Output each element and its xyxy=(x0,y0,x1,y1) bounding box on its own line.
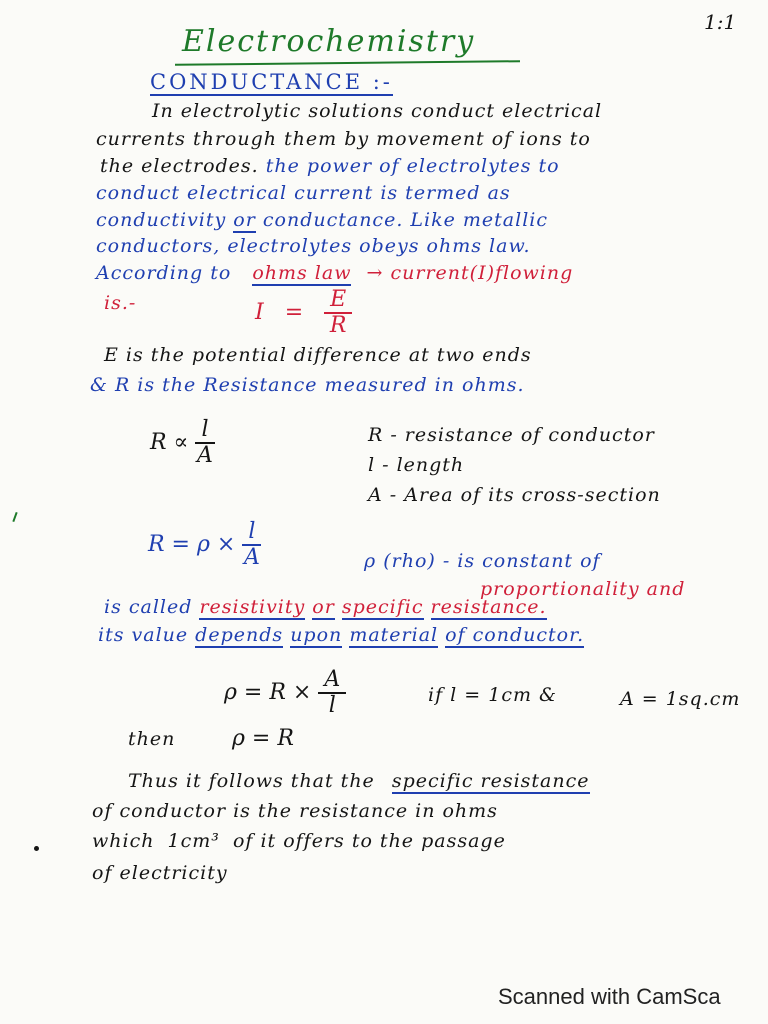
depends-term: depends xyxy=(195,624,284,646)
ohms-law-term: ohms law xyxy=(252,262,352,284)
condition-2: A = 1sq.cm xyxy=(620,688,741,710)
eq2-den: A xyxy=(243,545,260,571)
is-label: is.- xyxy=(104,292,137,314)
title-text: Electrochemistry xyxy=(182,24,476,59)
p1-line5 xyxy=(96,209,548,231)
according-to: According to xyxy=(96,262,232,284)
condition-1: if l = 1cm & xyxy=(428,684,557,706)
p3-line2 xyxy=(98,624,584,646)
eq2-lhs: R = ρ × xyxy=(148,532,236,558)
scanner-watermark: Scanned with CamSca xyxy=(498,984,721,1009)
p4-line2: of conductor is the resistance in ohms xyxy=(92,800,498,822)
page-number: 1:1 xyxy=(704,10,737,34)
of-conductor-term: of conductor. xyxy=(445,624,585,646)
offers-text: of it offers to the passage xyxy=(232,830,506,852)
eq1-den: R xyxy=(329,313,347,339)
eq3-num: A xyxy=(318,668,346,694)
conductivity-term: conductivity xyxy=(96,209,227,231)
p4-line4: of electricity xyxy=(92,862,228,884)
rho-def-line2: proportionality and xyxy=(480,578,686,600)
p1-line3 xyxy=(100,155,560,177)
bullet-dot xyxy=(34,846,39,851)
p1-line4: conduct electrical current is termed as xyxy=(96,182,511,204)
p1-line6: conductors, electrolytes obeys ohms law. xyxy=(96,235,531,257)
p2-line1: E is the potential difference at two ends xyxy=(104,344,532,366)
resistivity-formula xyxy=(224,668,346,718)
margin-mark xyxy=(12,512,17,522)
rho-def-line1: ρ (rho) - is constant of xyxy=(364,550,601,572)
material-term: material xyxy=(349,624,439,646)
resistance-formula xyxy=(148,520,261,570)
def-l: l - length xyxy=(368,454,465,476)
p1-line1: In electrolytic solutions conduct electrical xyxy=(152,100,603,122)
title-underline xyxy=(175,60,520,66)
current-flowing: → current(I)flowing xyxy=(366,262,574,284)
eq3-lhs: ρ = R × xyxy=(224,680,312,706)
eq3-den: l xyxy=(328,693,336,719)
prop-num: l xyxy=(195,418,214,444)
p1-line7 xyxy=(96,262,573,284)
conductance-term: conductance. Like metallic xyxy=(262,209,548,231)
page-title xyxy=(182,24,475,59)
its-value: its value xyxy=(98,624,189,646)
or-term-2: or xyxy=(312,596,335,618)
p2-line2: & R is the Resistance measured in ohms. xyxy=(90,374,525,396)
prop-lhs: R ∝ xyxy=(150,430,189,456)
specific-term: specific xyxy=(341,596,424,618)
resistivity-term: resistivity xyxy=(199,596,306,618)
def-r: R - resistance of conductor xyxy=(368,424,655,446)
ohms-law-equation xyxy=(255,288,352,338)
p4-line1 xyxy=(128,770,590,792)
cm3-term: 1cm³ xyxy=(167,830,220,852)
then-label: then xyxy=(128,728,176,750)
prop-den: A xyxy=(197,443,213,469)
p3-line1 xyxy=(104,596,547,618)
is-called: is called xyxy=(104,596,193,618)
p4-line3 xyxy=(92,830,506,852)
eq2-num: l xyxy=(242,520,261,546)
p1-line3-a: the electrodes. xyxy=(100,155,259,177)
p1-line3-b: the power of electrolytes to xyxy=(265,155,560,177)
section-heading xyxy=(150,70,393,94)
p1-line2: currents through them by movement of ions to xyxy=(96,128,591,150)
thus-text: Thus it follows that the xyxy=(128,770,375,792)
heading-text: CONDUCTANCE :- xyxy=(150,70,393,94)
eq1-num: E xyxy=(324,288,352,314)
rho-equals-r: ρ = R xyxy=(232,726,294,751)
def-a: A - Area of its cross-section xyxy=(368,484,661,506)
proportion-formula xyxy=(150,418,215,468)
or-term: or xyxy=(233,209,256,231)
resistance-term: resistance. xyxy=(430,596,547,618)
upon-term: upon xyxy=(290,624,343,646)
which-text: which xyxy=(92,830,155,852)
specific-resistance-term: specific resistance xyxy=(391,770,590,792)
eq1-equals: = xyxy=(284,300,304,326)
eq1-lhs: I xyxy=(255,300,264,326)
